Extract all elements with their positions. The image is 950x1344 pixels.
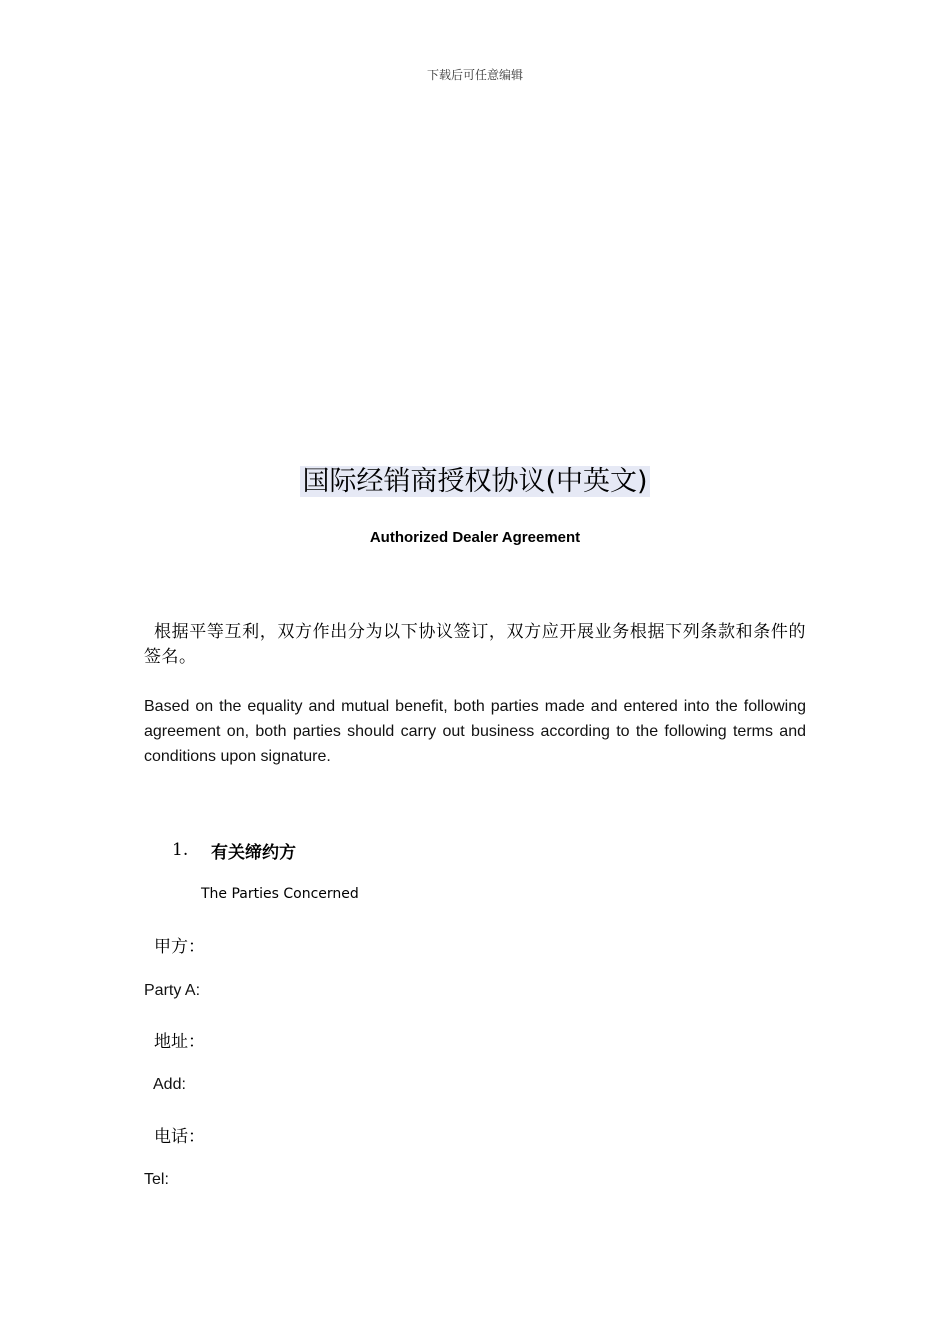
party-a-label-cn: 甲方： xyxy=(154,937,205,957)
section-number: 1. xyxy=(172,840,189,860)
tel-label-en: Tel: xyxy=(144,1171,169,1188)
intro-paragraph-en: Based on the equality and mutual benefit, both parties made and entered into the following agreement on, both parties should carry out business according to the following terms and conditions upon signature. xyxy=(144,698,806,765)
document-title-text: 国际经销商授权协议(中英文) xyxy=(302,466,648,497)
intro-paragraph-cn: 根据平等互利，双方作出分为以下协议签订，双方应开展业务根据下列条款和条件的签名。 xyxy=(144,622,806,667)
header-note: 下载后可任意编辑 xyxy=(426,68,523,82)
party-a-label-en: Party A: xyxy=(144,982,201,999)
section-title-en: The Parties Concerned xyxy=(201,886,359,902)
document-subtitle: Authorized Dealer Agreement xyxy=(369,529,581,546)
tel-label-cn: 电话： xyxy=(154,1127,205,1147)
section-title-cn: 有关缔约方 xyxy=(211,843,296,863)
document-title xyxy=(0,462,950,502)
address-label-cn: 地址： xyxy=(154,1032,205,1052)
address-label-en: Add: xyxy=(153,1076,186,1093)
